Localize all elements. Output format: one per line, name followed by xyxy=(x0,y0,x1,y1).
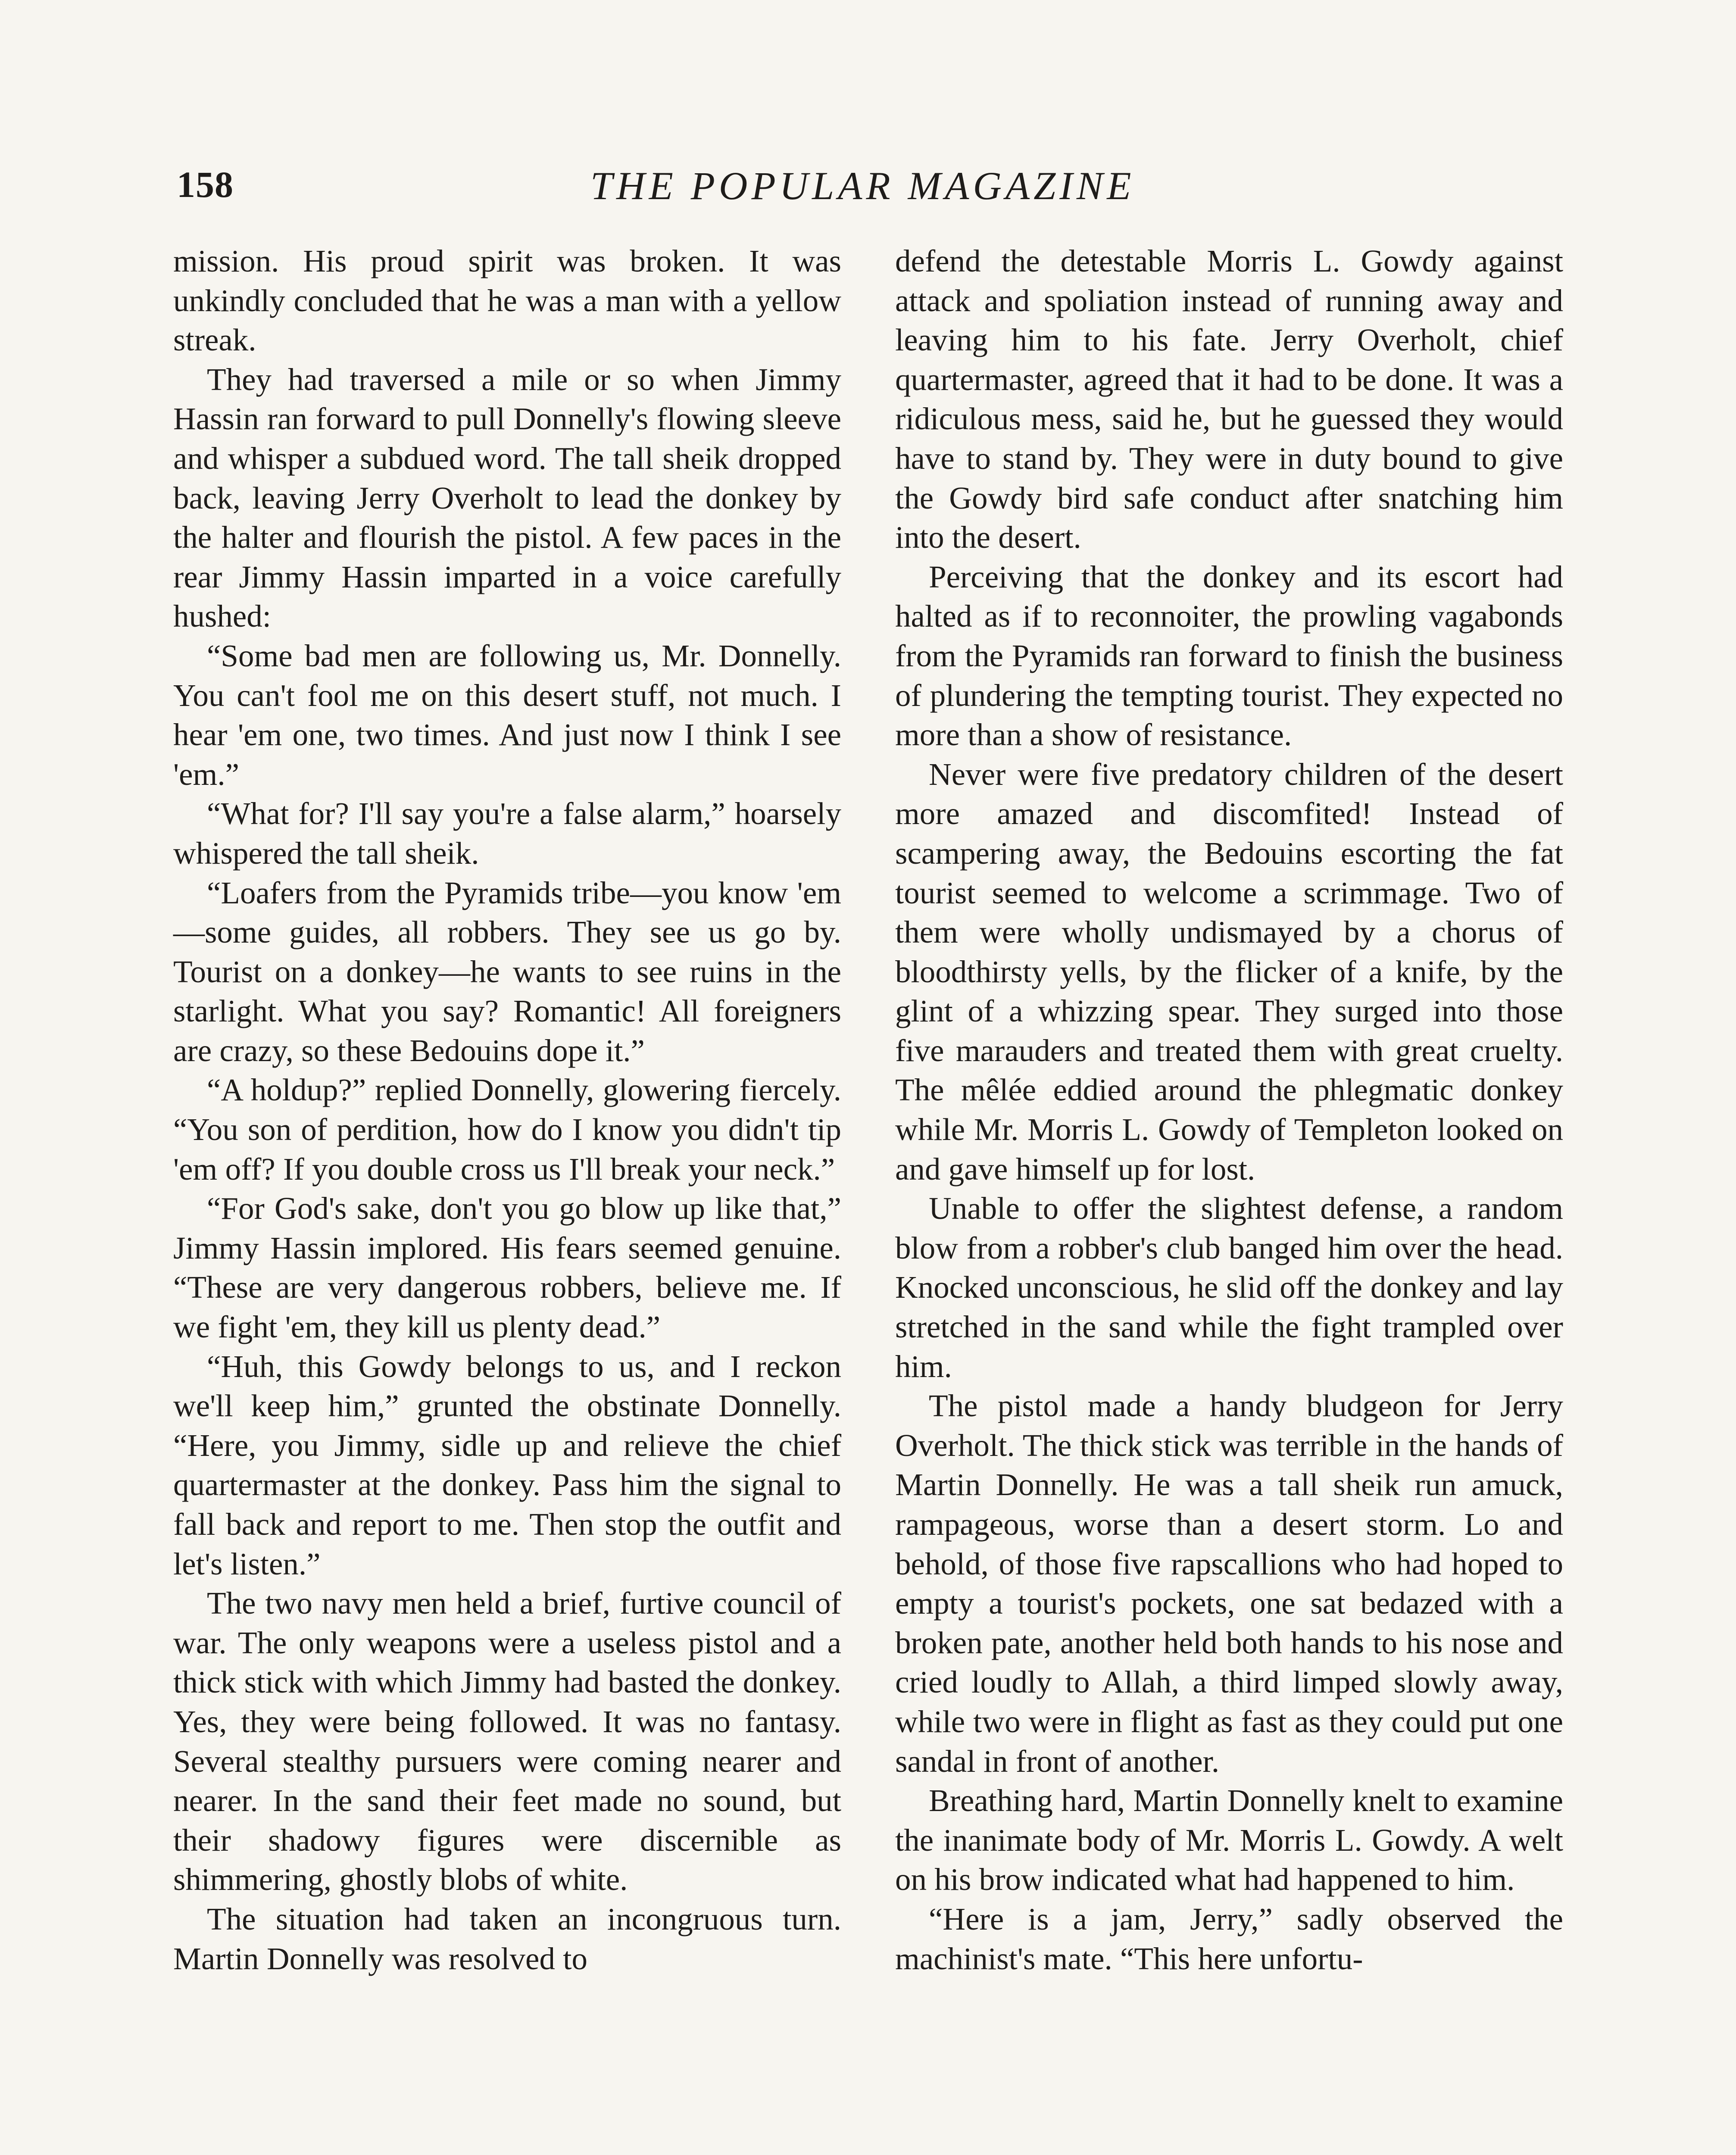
paragraph: “Here is a jam, Jerry,” sadly observed the machinist's mate. “This here unfortu- xyxy=(895,1901,1563,1976)
paragraph: They had traversed a mile or so when Jimmy Hassin ran forward to pull Donnelly's flowing sleeve and whisper a subdued word. The tall sheik dropped back, leaving Jerry Overholt to lead the donkey by the halter and flourish the pistol. A few paces in the rear Jimmy Hassin imparted in a voice carefully hushed: xyxy=(173,362,841,634)
paragraph: defend the detestable Morris L. Gowdy against attack and spoliation instead of running away and leaving him to his fate. Jerry Overholt, chief quartermaster, agreed that it had to be done. It was a ridiculous mess, said he, but he guessed they would have to stand by. They were in duty bound to give the Gowdy bird safe conduct after snatching him into the desert. xyxy=(895,244,1563,555)
paragraph: “Some bad men are following us, Mr. Donnelly. You can't fool me on this desert stuff, not much. I hear 'em one, two times. And just now I think I see 'em.” xyxy=(173,638,841,792)
running-head: THE POPULAR MAGAZINE xyxy=(590,164,1135,208)
paragraph: The pistol made a handy bludgeon for Jerry Overholt. The thick stick was terrible in the hands of Martin Donnelly. He was a tall sheik run amuck, rampageous, worse than a desert storm. Lo and behold, of those five rapscallions who had hoped to empty a tourist's pockets, one sat bedazed with a broken pate, another held both hands to his nose and cried loudly to Allah, a third limped slowly away, while two were in flight as fast as they could put one sandal in front of another. xyxy=(895,1388,1563,1779)
paragraph: “Loafers from the Pyramids tribe—you know 'em—some guides, all robbers. They see us go by. Tourist on a donkey—he wants to see ruins in the starlight. What you say? Romantic! All foreigners are crazy, so these Bedouins dope it.” xyxy=(173,875,841,1068)
page-number: 158 xyxy=(177,164,234,205)
paragraph: “For God's sake, don't you go blow up like that,” Jimmy Hassin implored. His fears seemed genuine. “These are very dangerous robbers, believe me. If we fight 'em, they kill us plenty dead.” xyxy=(173,1191,841,1345)
paragraph: Perceiving that the donkey and its escort had halted as if to reconnoiter, the prowling vagabonds from the Pyramids ran forward to finish the business of plundering the tempting tourist. They expected no more than a show of resistance. xyxy=(895,559,1563,753)
paragraph: Breathing hard, Martin Donnelly knelt to examine the inanimate body of Mr. Morris L. Gowdy. A welt on his brow indicated what had happened to him. xyxy=(895,1783,1563,1897)
left-column xyxy=(173,241,841,1978)
paragraph: Unable to offer the slightest defense, a random blow from a robber's club banged him over the head. Knocked unconscious, he slid off the donkey and lay stretched in the sand while the fight trampled over him. xyxy=(895,1191,1563,1384)
paragraph: “Huh, this Gowdy belongs to us, and I reckon we'll keep him,” grunted the obstinate Donnelly. “Here, you Jimmy, sidle up and relieve the chief quartermaster at the donkey. Pass him the signal to fall back and report to me. Then stop the outfit and let's listen.” xyxy=(173,1349,841,1581)
paragraph: “What for? I'll say you're a false alarm,” hoarsely whispered the tall sheik. xyxy=(173,796,841,871)
paragraph: Never were five predatory children of the desert more amazed and discomfited! Instead of scampering away, the Bedouins escorting the fat tourist seemed to welcome a scrimmage. Two of them were wholly undismayed by a chorus of bloodthirsty yells, by the flicker of a knife, by the glint of a whizzing spear. They surged into those five marauders and treated them with great cruelty. The mêlée eddied around the phlegmatic donkey while Mr. Morris L. Gowdy of Templeton looked on and gave himself up for lost. xyxy=(895,756,1563,1187)
paragraph: “A holdup?” replied Donnelly, glowering fiercely. “You son of perdition, how do I know you didn't tip 'em off? If you double cross us I'll break your neck.” xyxy=(173,1072,841,1187)
paragraph: The situation had taken an incongruous turn. Martin Donnelly was resolved to xyxy=(173,1901,841,1976)
paragraph: mission. His proud spirit was broken. It was unkindly concluded that he was a man with a yellow streak. xyxy=(173,244,841,358)
paragraph: The two navy men held a brief, furtive council of war. The only weapons were a useless pistol and a thick stick with which Jimmy had basted the donkey. Yes, they were being followed. It was no fantasy. Several stealthy pursuers were coming nearer and nearer. In the sand their feet made no sound, but their shadowy figures were discernible as shimmering, ghostly blobs of white. xyxy=(173,1586,841,1897)
right-column xyxy=(895,241,1563,1978)
